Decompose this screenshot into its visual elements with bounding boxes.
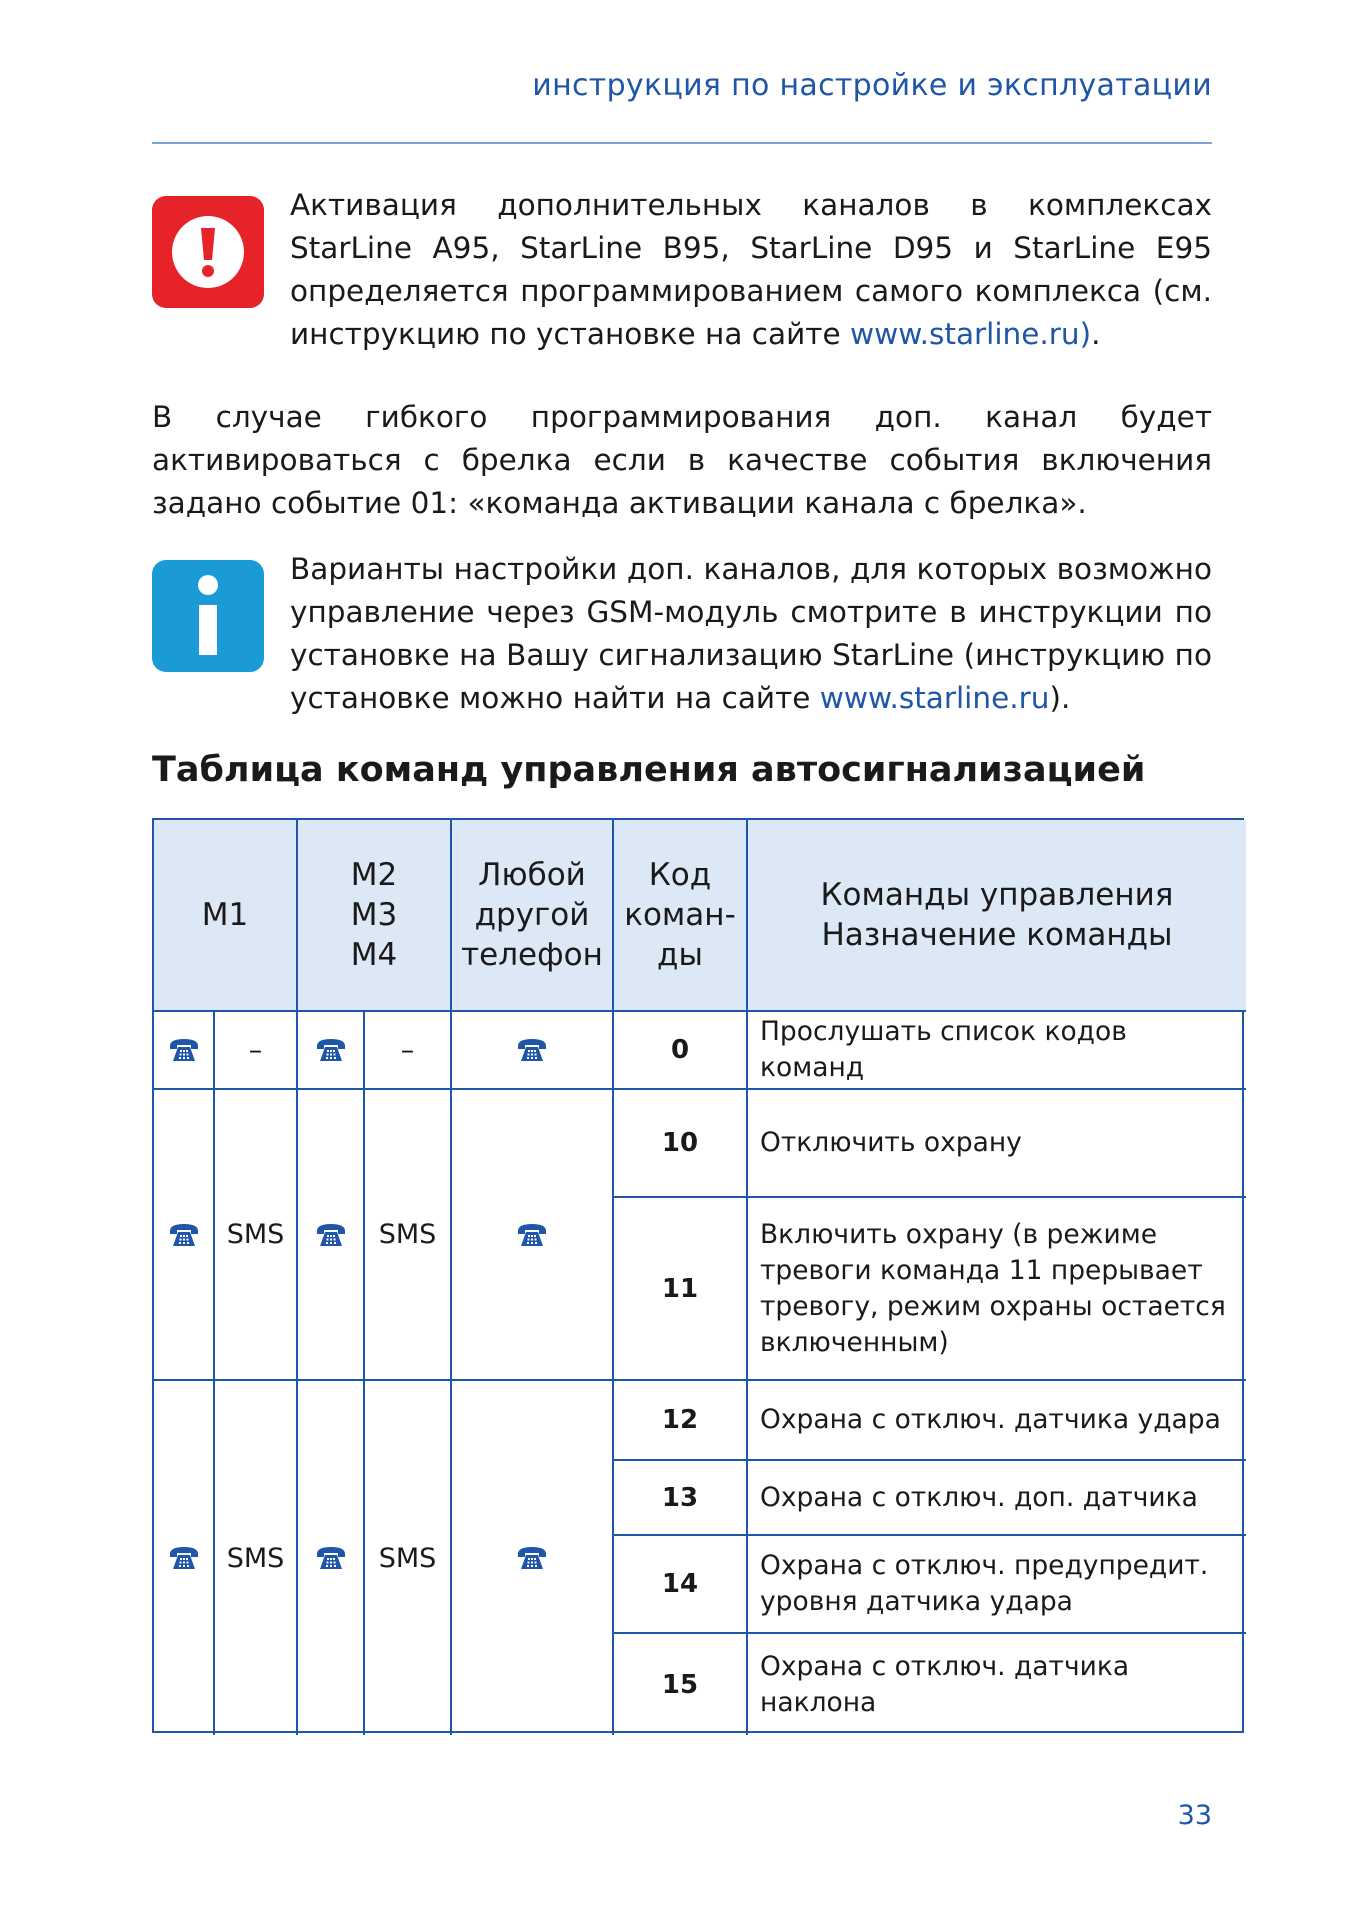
phone-icon bbox=[169, 1037, 199, 1063]
phone-cell bbox=[154, 1090, 215, 1381]
header-code-line: ды bbox=[657, 937, 703, 973]
phone-icon bbox=[517, 1545, 547, 1571]
header-other-line: Любой bbox=[478, 857, 586, 893]
command-description: Охрана с отключ. предупредит. уровня датчика удара bbox=[748, 1536, 1246, 1634]
phone-icon bbox=[316, 1222, 346, 1248]
exclamation-icon bbox=[168, 212, 248, 292]
command-description: Охрана с отключ. доп. датчика bbox=[748, 1461, 1246, 1536]
info-note-text: Варианты настройки доп. каналов, для которых возможно управление через GSM-модуль смотрите в инструкции по установке на Вашу сигнализацию StarLine (инструкцию по установке можно найти на сайте bbox=[290, 552, 1212, 715]
header-other-line: другой bbox=[474, 897, 590, 933]
command-code: 10 bbox=[614, 1090, 748, 1198]
command-code: 15 bbox=[614, 1634, 748, 1735]
page-number: 33 bbox=[1177, 1800, 1212, 1831]
header-code bbox=[614, 820, 748, 1012]
header-other-line: телефон bbox=[461, 937, 603, 973]
phone-icon bbox=[316, 1545, 346, 1571]
phone-cell bbox=[154, 1381, 215, 1735]
phone-cell bbox=[298, 1381, 365, 1735]
sms-cell: SMS bbox=[215, 1381, 298, 1735]
table-title: Таблица команд управления автосигнализацией bbox=[152, 750, 1146, 790]
header-m3: M3 bbox=[350, 897, 398, 933]
warning-icon bbox=[152, 196, 264, 308]
header-code-line: Код bbox=[648, 857, 712, 893]
sms-cell: SMS bbox=[365, 1381, 452, 1735]
phone-cell bbox=[452, 1012, 614, 1090]
header-commands-line: Команды управления bbox=[820, 877, 1174, 913]
header-divider bbox=[152, 142, 1212, 144]
warning-note-tail: . bbox=[1091, 317, 1101, 351]
info-icon bbox=[183, 571, 233, 661]
running-header: инструкция по настройке и эксплуатации bbox=[532, 68, 1212, 103]
command-code: 14 bbox=[614, 1536, 748, 1634]
info-note-tail: ). bbox=[1049, 681, 1071, 715]
command-code: 13 bbox=[614, 1461, 748, 1536]
command-description: Охрана с отключ. датчика удара bbox=[748, 1381, 1246, 1461]
command-code: 11 bbox=[614, 1198, 748, 1381]
phone-icon bbox=[316, 1037, 346, 1063]
command-code: 0 bbox=[614, 1012, 748, 1090]
phone-cell bbox=[298, 1090, 365, 1381]
header-m1: M1 bbox=[154, 820, 298, 1012]
dash-cell: – bbox=[365, 1012, 452, 1090]
phone-icon bbox=[517, 1037, 547, 1063]
website-link[interactable]: www.starline.ru bbox=[819, 681, 1050, 715]
info-badge bbox=[152, 560, 264, 672]
info-note bbox=[290, 548, 1212, 720]
phone-cell bbox=[298, 1012, 365, 1090]
body-paragraph: В случае гибкого программирования доп. канал будет активироваться с брелка если в качестве события включения задано событие 01: «команда активации канала с брелка». bbox=[152, 400, 1212, 520]
header-other-phone bbox=[452, 820, 614, 1012]
command-description: Включить охрану (в режиме тревоги команда 11 прерывает тревогу, режим охраны остается включенным) bbox=[748, 1198, 1246, 1381]
header-m2-m4 bbox=[298, 820, 452, 1012]
dash-cell: – bbox=[215, 1012, 298, 1090]
website-link[interactable]: www.starline.ru) bbox=[849, 317, 1092, 351]
phone-cell bbox=[452, 1090, 614, 1381]
command-description: Прослушать список кодов команд bbox=[748, 1012, 1246, 1090]
phone-icon bbox=[169, 1545, 199, 1571]
header-m4: M4 bbox=[350, 937, 398, 973]
warning-note-text: Активация дополнительных каналов в комплексах StarLine A95, StarLine B95, StarLine D95 и StarLine E95 определяется программированием самого комплекса (см. инструкцию по установке на сайте bbox=[290, 188, 1212, 351]
header-code-line: коман- bbox=[624, 897, 736, 933]
warning-note bbox=[290, 184, 1212, 356]
command-description: Охрана с отключ. датчика наклона bbox=[760, 1650, 1130, 1718]
phone-cell bbox=[154, 1012, 215, 1090]
header-commands bbox=[748, 820, 1246, 1012]
phone-cell bbox=[452, 1381, 614, 1735]
command-description: Отключить охрану bbox=[748, 1090, 1246, 1198]
commands-table bbox=[152, 818, 1244, 1733]
header-commands-line: Назначение команды bbox=[821, 917, 1173, 953]
sms-cell: SMS bbox=[215, 1090, 298, 1381]
phone-icon bbox=[169, 1222, 199, 1248]
phone-icon bbox=[517, 1222, 547, 1248]
sms-cell: SMS bbox=[365, 1090, 452, 1381]
command-code: 12 bbox=[614, 1381, 748, 1461]
header-m2: M2 bbox=[350, 857, 398, 893]
